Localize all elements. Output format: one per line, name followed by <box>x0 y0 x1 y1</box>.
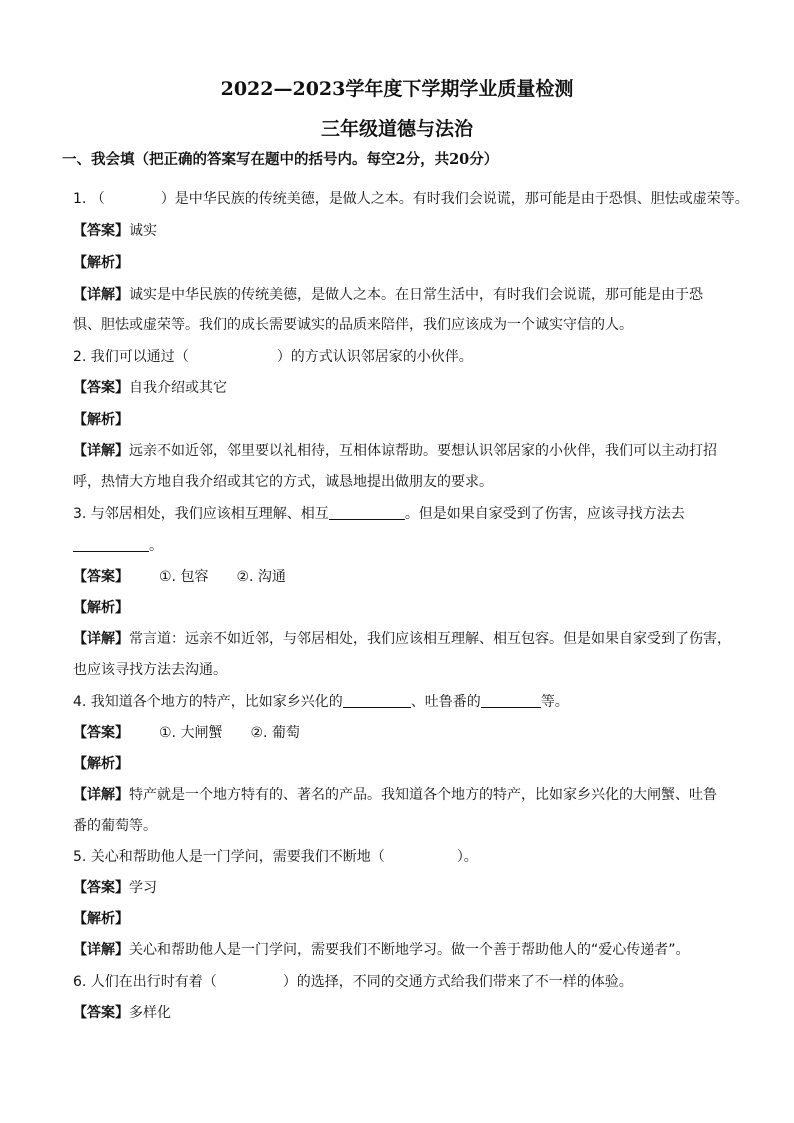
question-2-text-post: ）的方式认识邻居家的小伙伴。 <box>276 349 473 365</box>
question-1-answer-value: 诚实 <box>129 223 157 239</box>
question-6 <box>73 973 633 991</box>
question-3-answer-2: ②. 沟通 <box>236 569 286 585</box>
question-4-answer-1: ①. 大闸蟹 <box>159 725 223 741</box>
question-2-analysis <box>73 411 129 429</box>
detail-label: 【详解】 <box>73 443 129 459</box>
answer-label: 【答案】 <box>73 880 129 896</box>
question-5-answer-value: 学习 <box>129 880 157 896</box>
question-2-text-pre: 2. 我们可以通过（ <box>73 349 189 365</box>
question-1-answer <box>73 222 157 240</box>
question-4-blank-1 <box>343 693 411 708</box>
section-heading: 一、我会填（把正确的答案写在题中的括号内。每空2分，共20分） <box>62 151 499 168</box>
question-3-blank-1 <box>329 505 405 520</box>
question-4-detail-line-1 <box>73 786 717 804</box>
detail-label: 【详解】 <box>73 942 129 958</box>
question-4-blank-2 <box>481 693 541 708</box>
question-2-detail-text-1: 远亲不如近邻，邻里要以礼相待，互相体谅帮助。要想认识邻居家的小伙伴，我们可以主动打招 <box>129 443 717 459</box>
detail-label: 【详解】 <box>73 787 129 803</box>
question-3-line-2 <box>73 537 163 555</box>
question-6-text-pre: 6. 人们在出行时有着（ <box>73 974 217 990</box>
detail-label: 【详解】 <box>73 287 129 303</box>
question-3-text-end: 。 <box>149 538 163 554</box>
answer-label: 【答案】 <box>73 725 129 741</box>
question-3-detail-text-1: 常言道：远亲不如近邻，与邻居相处，我们应该相互理解、相互包容。但是如果自家受到了伤害， <box>129 631 731 647</box>
question-3-detail-line-2: 也应该寻找方法去沟通。 <box>73 662 227 678</box>
question-3-answer <box>73 568 286 586</box>
question-1 <box>73 190 749 208</box>
question-5-analysis <box>73 910 129 928</box>
answer-label: 【答案】 <box>73 380 129 396</box>
question-6-answer <box>73 1004 171 1022</box>
analysis-label: 【解析】 <box>73 911 129 927</box>
question-3-detail-line-1 <box>73 630 731 648</box>
question-1-text-pre: 1. （ <box>73 191 105 207</box>
question-5-text-pre: 5. 关心和帮助他人是一门学问，需要我们不断地（ <box>73 849 385 865</box>
question-3-blank-2 <box>73 537 149 552</box>
question-1-detail-line-2: 惧、胆怯或虚荣等。我们的成长需要诚实的品质来陪伴，我们应该成为一个诚实守信的人。 <box>73 317 633 333</box>
question-2 <box>73 348 473 366</box>
question-1-text-post: ）是中华民族的传统美德，是做人之本。有时我们会说谎，那可能是由于恐惧、胆怯或虚荣等。 <box>160 191 749 207</box>
question-5-answer <box>73 879 157 897</box>
document-title: 2022—2023学年度下学期学业质量检测 <box>220 78 574 100</box>
document-subtitle: 三年级道德与法治 <box>320 118 473 140</box>
question-3-text-mid: 。但是如果自家受到了伤害，应该寻找方法去 <box>404 506 685 522</box>
question-2-detail-line-2: 呼，热情大方地自我介绍或其它的方式，诚恳地提出做朋友的要求。 <box>73 474 493 490</box>
question-4-answer-2: ②. 葡萄 <box>250 725 300 741</box>
analysis-label: 【解析】 <box>73 756 129 772</box>
question-4-analysis <box>73 755 129 773</box>
question-4-detail-text-1: 特产就是一个地方特有的、著名的产品。我知道各个地方的特产，比如家乡兴化的大闸蟹、吐鲁 <box>129 787 717 803</box>
question-1-detail-line-1 <box>73 286 703 304</box>
answer-label: 【答案】 <box>73 569 129 585</box>
question-1-analysis <box>73 254 129 272</box>
answer-label: 【答案】 <box>73 1005 129 1021</box>
question-2-answer <box>73 379 227 397</box>
question-6-text-post: ）的选择，不同的交通方式给我们带来了不一样的体验。 <box>282 974 633 990</box>
question-4-text-end: 等。 <box>540 694 569 710</box>
question-4-text-pre: 4. 我知道各个地方的特产，比如家乡兴化的 <box>73 694 343 710</box>
answer-label: 【答案】 <box>73 223 129 239</box>
question-6-answer-value: 多样化 <box>129 1005 171 1021</box>
question-3-analysis <box>73 599 129 617</box>
question-5-detail-text-1: 关心和帮助他人是一门学问，需要我们不断地学习。做一个善于帮助他人的“爱心传递者”。 <box>129 942 690 958</box>
question-1-detail-text-1: 诚实是中华民族的传统美德，是做人之本。在日常生活中，有时我们会说谎，那可能是由于恐 <box>129 287 703 303</box>
question-2-detail-line-1 <box>73 442 717 460</box>
question-4-answer <box>73 724 300 742</box>
question-5-detail-line-1 <box>73 941 690 959</box>
analysis-label: 【解析】 <box>73 412 129 428</box>
analysis-label: 【解析】 <box>73 255 129 271</box>
question-5-text-post: ）。 <box>456 849 478 865</box>
question-3-line-1 <box>73 505 685 523</box>
question-4-text-mid: 、吐鲁番的 <box>410 694 481 710</box>
question-4-detail-line-2: 番的葡萄等。 <box>73 818 157 834</box>
question-5 <box>73 848 478 866</box>
question-4 <box>73 693 569 711</box>
question-3-text-pre: 3. 与邻居相处，我们应该相互理解、相互 <box>73 506 329 522</box>
question-3-answer-1: ①. 包容 <box>159 569 209 585</box>
analysis-label: 【解析】 <box>73 600 129 616</box>
detail-label: 【详解】 <box>73 631 129 647</box>
question-2-answer-value: 自我介绍或其它 <box>129 380 227 396</box>
